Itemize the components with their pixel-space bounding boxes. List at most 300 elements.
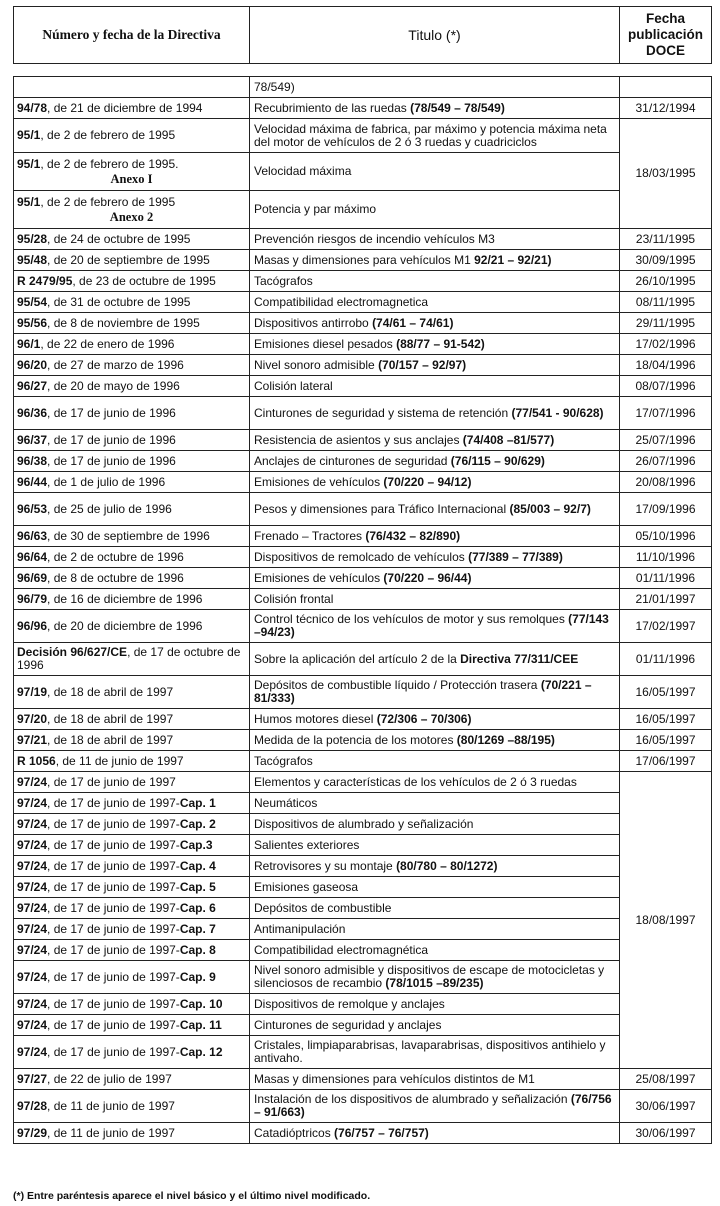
title-text: Colisión lateral xyxy=(254,378,333,393)
table-row xyxy=(14,568,712,589)
directive-date: , de 17 de junio de 1997- xyxy=(47,1044,180,1059)
title-cell xyxy=(250,547,620,568)
title-text: Tacógrafos xyxy=(254,273,313,288)
title-text: Masas y dimensiones para vehículos M1 xyxy=(254,252,475,267)
directive-date: , de 31 de octubre de 1995 xyxy=(47,294,191,309)
directive-number: 97/24 xyxy=(17,816,48,831)
table-row xyxy=(14,877,712,898)
directive-date: , de 17 de junio de 1997- xyxy=(47,996,180,1011)
directive-date: , de 17 de junio de 1997- xyxy=(47,816,180,831)
title-text: Nivel sonoro admisible y dispositivos de escape de motocicletas y silenciosos de recambio xyxy=(254,963,605,990)
directive-number: 96/27 xyxy=(17,378,48,393)
publication-date-cell: 25/07/1996 xyxy=(620,430,712,451)
title-cell xyxy=(250,98,620,119)
title-text: Potencia y par máximo xyxy=(254,202,377,216)
title-cell xyxy=(250,250,620,271)
table-row xyxy=(14,1069,712,1090)
publication-date-cell: 18/08/1997 xyxy=(620,772,712,1069)
title-cell xyxy=(250,835,620,856)
table-row xyxy=(14,191,712,229)
directive-number: 95/54 xyxy=(17,294,48,309)
title-cell xyxy=(250,355,620,376)
directive-number-cell xyxy=(14,98,250,119)
title-reference: (70/220 – 96/44) xyxy=(383,570,472,585)
chapter-label: Cap.3 xyxy=(179,837,213,852)
publication-date-cell: 17/06/1997 xyxy=(620,751,712,772)
directive-number-cell xyxy=(14,119,250,153)
footnote: (*) Entre paréntesis aparece el nivel básico y el último nivel modificado. xyxy=(13,1190,371,1202)
title-cell xyxy=(250,589,620,610)
directive-date: , de 17 de junio de 1996 xyxy=(47,453,176,468)
table-row xyxy=(14,98,712,119)
directive-number-cell xyxy=(14,676,250,709)
title-reference: (78/549 – 78/549) xyxy=(410,100,505,115)
directive-date: , de 25 de julio de 1996 xyxy=(47,501,172,516)
publication-date-cell: 16/05/1997 xyxy=(620,730,712,751)
title-reference: (77/541 - 90/628) xyxy=(511,405,604,420)
directive-date: , de 1 de julio de 1996 xyxy=(47,474,166,489)
directive-number: R 2479/95 xyxy=(17,273,73,288)
directive-number-cell xyxy=(14,430,250,451)
title-cell xyxy=(250,1069,620,1090)
title-reference: (72/306 – 70/306) xyxy=(376,711,472,726)
title-reference: (88/77 – 91-542) xyxy=(396,336,485,351)
directive-number: 97/24 xyxy=(17,774,48,789)
directive-number-cell xyxy=(14,451,250,472)
title-cell xyxy=(250,751,620,772)
title-cell xyxy=(250,994,620,1015)
title-cell xyxy=(250,709,620,730)
title-cell xyxy=(250,793,620,814)
directive-date: , de 17 de octubre de 1996 xyxy=(17,645,241,672)
header-number-date: Número y fecha de la Directiva xyxy=(14,7,250,64)
directive-number-cell xyxy=(14,191,250,229)
directive-number-cell xyxy=(14,355,250,376)
chapter-label: Cap. 4 xyxy=(179,858,216,873)
publication-date-cell: 20/08/1996 xyxy=(620,472,712,493)
title-cell xyxy=(250,676,620,709)
publication-date-cell: 21/01/1997 xyxy=(620,589,712,610)
publication-date-cell: 17/07/1996 xyxy=(620,397,712,430)
directive-date: , de 2 de febrero de 1995 xyxy=(40,128,176,142)
table-row xyxy=(14,472,712,493)
title-reference: (70/221 – 81/333) xyxy=(254,678,592,705)
publication-date-cell: 29/11/1995 xyxy=(620,313,712,334)
directive-date: , de 17 de junio de 1996 xyxy=(47,432,176,447)
directives-table-body xyxy=(14,77,712,1144)
title-text: Compatibilidad electromagnética xyxy=(254,942,429,957)
publication-date-cell: 01/11/1996 xyxy=(620,568,712,589)
directive-number: 97/24 xyxy=(17,921,48,936)
table-row xyxy=(14,229,712,250)
title-cell xyxy=(250,334,620,355)
title-cell xyxy=(250,898,620,919)
directive-date: , de 20 de diciembre de 1996 xyxy=(47,618,203,633)
table-row xyxy=(14,451,712,472)
directive-number-cell xyxy=(14,919,250,940)
publication-date-cell: 31/12/1994 xyxy=(620,98,712,119)
directive-date: , de 18 de abril de 1997 xyxy=(47,732,174,747)
directive-number-cell xyxy=(14,643,250,676)
directive-date: , de 17 de junio de 1997- xyxy=(47,858,180,873)
directive-number-cell xyxy=(14,568,250,589)
title-text: Salientes exteriores xyxy=(254,837,360,852)
table-row xyxy=(14,271,712,292)
table-row xyxy=(14,814,712,835)
title-cell xyxy=(250,472,620,493)
directive-number-cell xyxy=(14,730,250,751)
publication-date-cell: 30/09/1995 xyxy=(620,250,712,271)
directive-number: 95/1 xyxy=(17,194,41,209)
table-row xyxy=(14,547,712,568)
title-text: Depósitos de combustible líquido / Protección trasera xyxy=(254,678,541,692)
directive-number: 97/24 xyxy=(17,969,48,984)
title-cell xyxy=(250,814,620,835)
directive-number: 97/24 xyxy=(17,900,48,915)
header-title: Titulo (*) xyxy=(250,7,620,64)
title-text: Velocidad máxima de fabrica, par máximo y potencia máxima neta del motor de vehículos de 2 ó 3 ruedas y cuadriciclos xyxy=(254,121,607,149)
directive-number-cell xyxy=(14,493,250,526)
title-cell xyxy=(250,451,620,472)
title-text: Compatibilidad electromagnetica xyxy=(254,294,429,309)
title-cell xyxy=(250,940,620,961)
table-row xyxy=(14,1090,712,1123)
title-cell xyxy=(250,877,620,898)
directive-number: 96/44 xyxy=(17,474,48,489)
directive-number: 95/28 xyxy=(17,231,48,246)
table-row xyxy=(14,397,712,430)
publication-date-cell: 26/10/1995 xyxy=(620,271,712,292)
directive-number: 95/1 xyxy=(17,128,41,142)
title-cell xyxy=(250,292,620,313)
annex-label: Anexo I xyxy=(110,171,153,186)
directive-number: 97/24 xyxy=(17,879,48,894)
table-row xyxy=(14,292,712,313)
table-header xyxy=(13,6,712,64)
directive-number-cell xyxy=(14,229,250,250)
directive-date: , de 27 de marzo de 1996 xyxy=(47,357,184,372)
publication-date-cell: 23/11/1995 xyxy=(620,229,712,250)
table-row xyxy=(14,526,712,547)
directive-number-cell xyxy=(14,376,250,397)
directive-number-cell xyxy=(14,250,250,271)
directive-date: , de 20 de mayo de 1996 xyxy=(47,378,180,393)
title-cell xyxy=(250,919,620,940)
directive-number-cell xyxy=(14,547,250,568)
directive-number: 97/24 xyxy=(17,942,48,957)
directive-date: , de 20 de septiembre de 1995 xyxy=(47,252,210,267)
directive-date: , de 21 de diciembre de 1994 xyxy=(47,100,203,115)
table-row xyxy=(14,856,712,877)
chapter-label: Cap. 2 xyxy=(179,816,216,831)
directive-number-cell xyxy=(14,292,250,313)
directive-number-cell xyxy=(14,898,250,919)
table-row xyxy=(14,793,712,814)
directive-number: 96/96 xyxy=(17,618,48,633)
title-cell xyxy=(250,961,620,994)
publication-date-cell: 17/09/1996 xyxy=(620,493,712,526)
directive-number-cell xyxy=(14,610,250,643)
directive-number: 97/24 xyxy=(17,1044,48,1059)
title-text: Masas y dimensiones para vehículos distintos de M1 xyxy=(254,1071,535,1086)
directive-number: 96/64 xyxy=(17,549,48,564)
directive-number-cell xyxy=(14,1036,250,1069)
chapter-label: Cap. 12 xyxy=(179,1044,223,1059)
title-text: Emisiones de vehículos xyxy=(254,570,384,585)
title-cell xyxy=(250,430,620,451)
title-text: Dispositivos de remolcado de vehículos xyxy=(254,549,469,564)
publication-date-cell: 17/02/1996 xyxy=(620,334,712,355)
title-reference: (80/1269 –88/195) xyxy=(456,732,555,747)
title-text: Dispositivos antirrobo xyxy=(254,315,373,330)
title-text: Cinturones de seguridad y anclajes xyxy=(254,1017,442,1032)
table-row xyxy=(14,709,712,730)
directive-number: 95/48 xyxy=(17,252,48,267)
table-row xyxy=(14,493,712,526)
publication-date-cell: 26/07/1996 xyxy=(620,451,712,472)
directive-number-cell xyxy=(14,153,250,191)
title-cell xyxy=(250,1123,620,1144)
directive-number-cell xyxy=(14,271,250,292)
header-publication-date: Fecha publicación DOCE xyxy=(620,7,712,64)
title-cell xyxy=(250,526,620,547)
directive-number: 97/28 xyxy=(17,1098,48,1113)
title-text: Cinturones de seguridad y sistema de retención xyxy=(254,405,512,420)
title-cell xyxy=(250,229,620,250)
title-text: Dispositivos de remolque y anclajes xyxy=(254,996,445,1011)
directive-date: , de 22 de julio de 1997 xyxy=(47,1071,172,1086)
title-text: Retrovisores y su montaje xyxy=(254,858,397,873)
title-reference: (70/157 – 92/97) xyxy=(378,357,467,372)
title-reference: (76/757 – 76/757) xyxy=(334,1125,429,1140)
directive-number-cell xyxy=(14,751,250,772)
chapter-label: Cap. 8 xyxy=(179,942,216,957)
title-reference: (78/1015 –89/235) xyxy=(385,976,484,990)
directive-number: 95/1 xyxy=(17,156,41,171)
table-row xyxy=(14,610,712,643)
title-text: Anclajes de cinturones de seguridad xyxy=(254,453,451,468)
directive-date: , de 2 de octubre de 1996 xyxy=(47,549,184,564)
chapter-label: Cap. 7 xyxy=(179,921,216,936)
title-cell xyxy=(250,191,620,229)
title-cell xyxy=(250,1090,620,1123)
directive-date: , de 2 de febrero de 1995 xyxy=(40,194,176,209)
publication-date-cell: 08/07/1996 xyxy=(620,376,712,397)
directive-number: 96/79 xyxy=(17,591,48,606)
directives-table xyxy=(13,76,712,1144)
title-reference: (70/220 – 94/12) xyxy=(383,474,472,489)
directive-date: , de 8 de noviembre de 1995 xyxy=(47,315,200,330)
title-reference: (85/003 – 92/7) xyxy=(509,501,591,516)
title-text: Depósitos de combustible xyxy=(254,900,392,915)
directive-number-cell xyxy=(14,589,250,610)
directive-number: 96/37 xyxy=(17,432,48,447)
title-reference: (76/115 – 90/629) xyxy=(450,453,545,468)
title-cell xyxy=(250,1036,620,1069)
table-row xyxy=(14,430,712,451)
directive-number: 96/53 xyxy=(17,501,48,516)
directive-number-cell xyxy=(14,1090,250,1123)
table-row xyxy=(14,250,712,271)
title-text: Humos motores diesel xyxy=(254,711,377,726)
table-row xyxy=(14,153,712,191)
directive-number-cell xyxy=(14,1123,250,1144)
chapter-label: Cap. 11 xyxy=(179,1017,222,1032)
title-cell xyxy=(250,610,620,643)
title-text: Pesos y dimensiones para Tráfico Internacional xyxy=(254,501,510,516)
table-row xyxy=(14,898,712,919)
directive-number: 94/78 xyxy=(17,100,48,115)
title-cell xyxy=(250,271,620,292)
title-text: Sobre la aplicación del artículo 2 de la xyxy=(254,651,461,666)
publication-date-cell: 16/05/1997 xyxy=(620,676,712,709)
publication-date-cell xyxy=(620,77,712,98)
title-reference: (74/61 – 74/61) xyxy=(372,315,454,330)
chapter-label: Cap. 1 xyxy=(179,795,216,810)
directive-date: , de 17 de junio de 1997- xyxy=(47,795,180,810)
title-text: Emisiones gaseosa xyxy=(254,879,359,894)
title-text: Tacógrafos xyxy=(254,753,313,768)
table-row xyxy=(14,940,712,961)
title-reference: Directiva 77/311/CEE xyxy=(460,651,579,666)
table-row xyxy=(14,589,712,610)
directive-number: 97/21 xyxy=(17,732,48,747)
table-row xyxy=(14,730,712,751)
title-cell xyxy=(250,493,620,526)
annex-label: Anexo 2 xyxy=(109,209,154,224)
directive-date: , de 18 de abril de 1997 xyxy=(47,711,174,726)
directive-number: 97/24 xyxy=(17,837,48,852)
directive-number: 96/69 xyxy=(17,570,48,585)
title-text: Nivel sonoro admisible xyxy=(254,357,379,372)
title-text: 78/549) xyxy=(254,79,295,94)
directive-number-cell xyxy=(14,77,250,98)
directive-number-cell xyxy=(14,856,250,877)
directive-date: , de 8 de octubre de 1996 xyxy=(47,570,184,585)
directive-number: Decisión 96/627/CE xyxy=(17,645,128,659)
title-reference: 92/21 – 92/21) xyxy=(474,252,552,267)
table-row xyxy=(14,1123,712,1144)
directive-number: 97/19 xyxy=(17,684,48,699)
directive-number: 97/24 xyxy=(17,795,48,810)
title-reference: (76/432 – 82/890) xyxy=(365,528,461,543)
directive-date: , de 17 de junio de 1997- xyxy=(47,900,180,915)
directive-date: , de 18 de abril de 1997 xyxy=(47,684,174,699)
directive-date: , de 2 de febrero de 1995. xyxy=(40,156,179,171)
title-cell xyxy=(250,730,620,751)
directive-date: , de 11 de junio de 1997 xyxy=(47,1125,175,1140)
directive-date: , de 16 de diciembre de 1996 xyxy=(47,591,203,606)
table-row xyxy=(14,1036,712,1069)
directive-date: , de 17 de junio de 1997- xyxy=(47,942,180,957)
directive-number: 97/20 xyxy=(17,711,48,726)
title-cell xyxy=(250,153,620,191)
directive-number-cell xyxy=(14,1015,250,1036)
directive-date: , de 17 de junio de 1997- xyxy=(47,969,180,984)
title-cell xyxy=(250,772,620,793)
directive-number: 97/27 xyxy=(17,1071,48,1086)
table-row xyxy=(14,119,712,153)
directive-number: 97/24 xyxy=(17,858,48,873)
publication-date-cell: 16/05/1997 xyxy=(620,709,712,730)
directive-date: , de 17 de junio de 1997- xyxy=(47,879,180,894)
title-cell xyxy=(250,397,620,430)
table-row xyxy=(14,355,712,376)
directive-number-cell xyxy=(14,877,250,898)
table-row xyxy=(14,994,712,1015)
directive-date: , de 17 de junio de 1997- xyxy=(47,837,180,852)
publication-date-cell: 18/04/1996 xyxy=(620,355,712,376)
directive-number-cell xyxy=(14,940,250,961)
chapter-label: Cap. 9 xyxy=(179,969,216,984)
title-cell xyxy=(250,856,620,877)
title-text: Control técnico de los vehículos de motor y sus remolques xyxy=(254,612,569,626)
title-cell xyxy=(250,313,620,334)
title-cell xyxy=(250,119,620,153)
directive-number-cell xyxy=(14,835,250,856)
title-text: Resistencia de asientos y sus anclajes xyxy=(254,432,463,447)
title-text: Recubrimiento de las ruedas xyxy=(254,100,411,115)
directive-number-cell xyxy=(14,772,250,793)
directive-number: 97/24 xyxy=(17,996,48,1011)
table-row xyxy=(14,77,712,98)
title-reference: (77/389 – 77/389) xyxy=(468,549,563,564)
chapter-label: Cap. 6 xyxy=(179,900,216,915)
directive-date: , de 24 de octubre de 1995 xyxy=(47,231,191,246)
directive-date: , de 22 de enero de 1996 xyxy=(40,336,175,351)
chapter-label: Cap. 10 xyxy=(179,996,223,1011)
title-text: Catadióptricos xyxy=(254,1125,335,1140)
directive-number-cell xyxy=(14,814,250,835)
publication-date-cell: 05/10/1996 xyxy=(620,526,712,547)
directive-date: , de 17 de junio de 1996 xyxy=(47,405,176,420)
title-reference: (77/143 –94/23) xyxy=(254,612,609,639)
directive-number: 96/38 xyxy=(17,453,48,468)
directive-number-cell xyxy=(14,793,250,814)
title-reference: (80/780 – 80/1272) xyxy=(396,858,498,873)
table-row xyxy=(14,313,712,334)
publication-date-cell: 17/02/1997 xyxy=(620,610,712,643)
table-row xyxy=(14,919,712,940)
publication-date-cell: 01/11/1996 xyxy=(620,643,712,676)
publication-date-cell: 30/06/1997 xyxy=(620,1123,712,1144)
title-text: Antimanipulación xyxy=(254,921,346,936)
directive-number: 95/56 xyxy=(17,315,48,330)
table-row xyxy=(14,961,712,994)
directive-date: , de 17 de junio de 1997- xyxy=(47,1017,180,1032)
title-text: Colisión frontal xyxy=(254,591,334,606)
directive-number: 96/1 xyxy=(17,336,41,351)
publication-date-cell: 30/06/1997 xyxy=(620,1090,712,1123)
chapter-label: Cap. 5 xyxy=(179,879,216,894)
directive-date: , de 11 de junio de 1997 xyxy=(47,1098,175,1113)
table-row xyxy=(14,334,712,355)
directive-number-cell xyxy=(14,994,250,1015)
title-text: Prevención riesgos de incendio vehículos M3 xyxy=(254,231,495,246)
directive-number-cell xyxy=(14,961,250,994)
directive-number: 97/24 xyxy=(17,1017,48,1032)
directive-number-cell xyxy=(14,397,250,430)
title-text: Velocidad máxima xyxy=(254,164,352,178)
directive-date: , de 17 de junio de 1997 xyxy=(47,774,176,789)
title-cell xyxy=(250,568,620,589)
title-text: Frenado – Tractores xyxy=(254,528,366,543)
directive-date: , de 17 de junio de 1997- xyxy=(47,921,180,936)
table-row xyxy=(14,835,712,856)
directive-date: , de 11 de junio de 1997 xyxy=(55,753,184,768)
directive-number: 96/20 xyxy=(17,357,48,372)
title-text: Dispositivos de alumbrado y señalización xyxy=(254,816,474,831)
